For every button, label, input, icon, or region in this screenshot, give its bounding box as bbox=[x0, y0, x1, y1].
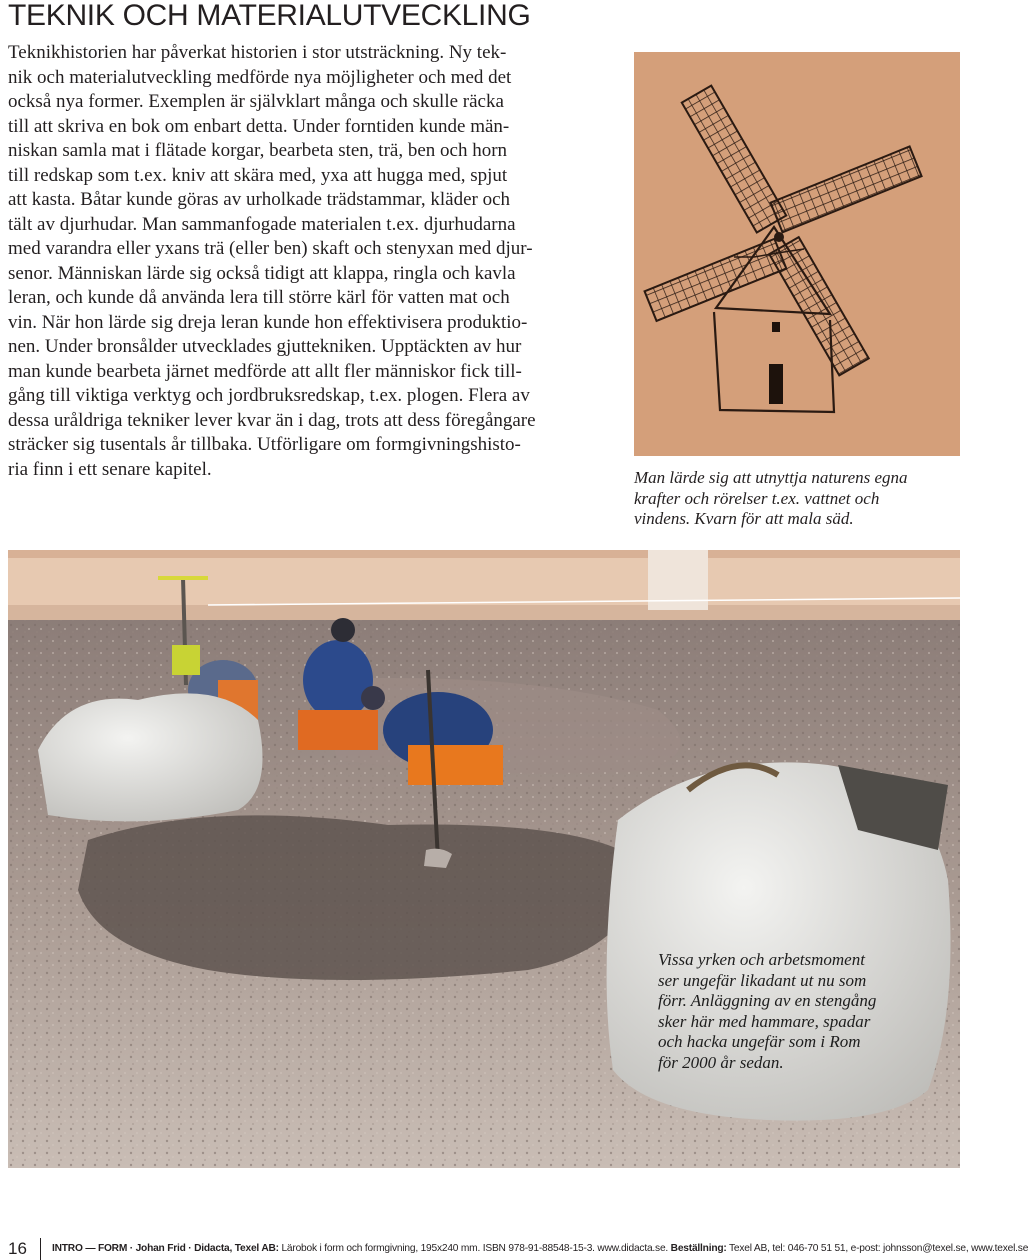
footer-divider bbox=[40, 1238, 41, 1260]
caption-line: sker här med hammare, spadar bbox=[658, 1011, 871, 1031]
body-line: dessa uråldriga tekniker lever kvar än i dag, trots att dess föregångare bbox=[8, 409, 536, 431]
body-line: nen. Under bronsålder utvecklades gjuttekniken. Upptäckten av hur bbox=[8, 336, 522, 357]
body-line: med varandra eller yxans trä (eller ben) skaft och stenyxan med djur- bbox=[8, 238, 533, 259]
body-line: leran, och kunde då använda lera till större kärl för vatten mat och bbox=[8, 287, 510, 308]
body-line: Teknikhistorien har påverkat historien i stor utsträckning. Ny tek- bbox=[8, 42, 507, 63]
body-line: senor. Människan lärde sig också tidigt att klappa, ringla och kavla bbox=[8, 262, 516, 284]
footer-credits bbox=[52, 1242, 1028, 1256]
body-line: tält av djurhudar. Man sammanfogade materialen t.ex. djurhudarna bbox=[8, 213, 516, 235]
page-title: TEKNIK OCH MATERIALUTVECKLING bbox=[8, 0, 531, 32]
body-line: sträcker sig tusentals år tillbaka. Utförligare om formgivningshisto- bbox=[8, 434, 521, 455]
caption-line: krafter och rörelser t.ex. vattnet och bbox=[634, 488, 880, 508]
body-line: nik och materialutveckling medförde nya möjligheter och med det bbox=[8, 66, 512, 88]
body-text bbox=[8, 41, 618, 482]
body-line: också nya former. Exemplen är självklart många och skulle räcka bbox=[8, 91, 504, 112]
caption-line: för 2000 år sedan. bbox=[658, 1052, 784, 1072]
footer-description: Lärobok i form och formgivning, 195x240 mm. ISBN 978-91-88548-15-3. www.didacta.se. bbox=[278, 1243, 671, 1254]
body-line: niskan samla mat i flätade korgar, bearbeta sten, trä, ben och horn bbox=[8, 140, 508, 161]
caption-line: Man lärde sig att utnyttja naturens egna bbox=[634, 468, 908, 487]
body-line: att kasta. Båtar kunde göras av urholkade trädstammar, kläder och bbox=[8, 189, 511, 210]
caption-line: förr. Anläggning av en stengång bbox=[658, 991, 877, 1010]
body-line: till att skriva en bok om enbart detta. Under forntiden kunde män- bbox=[8, 115, 510, 137]
windmill-drawing-image bbox=[634, 52, 960, 456]
footer-order-label: Beställning: bbox=[670, 1243, 727, 1254]
windmill-caption bbox=[634, 468, 954, 530]
caption-line: Vissa yrken och arbetsmoment bbox=[658, 950, 865, 969]
workers-caption bbox=[658, 950, 898, 1073]
footer-book: INTRO — FORM · Johan Frid · Didacta, Texel AB: bbox=[52, 1243, 279, 1254]
body-line: ria finn i ett senare kapitel. bbox=[8, 458, 212, 480]
footer-order-text: Texel AB, tel: 046-70 51 51, e-post: johnsson@texel.se, www.texel.se bbox=[726, 1243, 1028, 1254]
page-number: 16 bbox=[8, 1239, 27, 1258]
body-line: till redskap som t.ex. kniv att skära med, yxa att hugga med, spjut bbox=[8, 164, 508, 186]
construction-workers-photo bbox=[8, 550, 960, 1168]
body-line: man kunde bearbeta järnet medförde att allt fler människor fick till- bbox=[8, 360, 522, 382]
body-line: vin. När hon lärde sig dreja leran kunde hon effektivisera produktio- bbox=[8, 311, 528, 333]
caption-line: ser ungefär likadant ut nu som bbox=[658, 970, 867, 990]
page-footer bbox=[0, 1238, 1028, 1260]
body-line: gång till viktiga verktyg och jordbruksredskap, t.ex. plogen. Flera av bbox=[8, 385, 530, 406]
caption-line: vindens. Kvarn för att mala säd. bbox=[634, 509, 854, 528]
caption-line: och hacka ungefär som i Rom bbox=[658, 1032, 861, 1051]
